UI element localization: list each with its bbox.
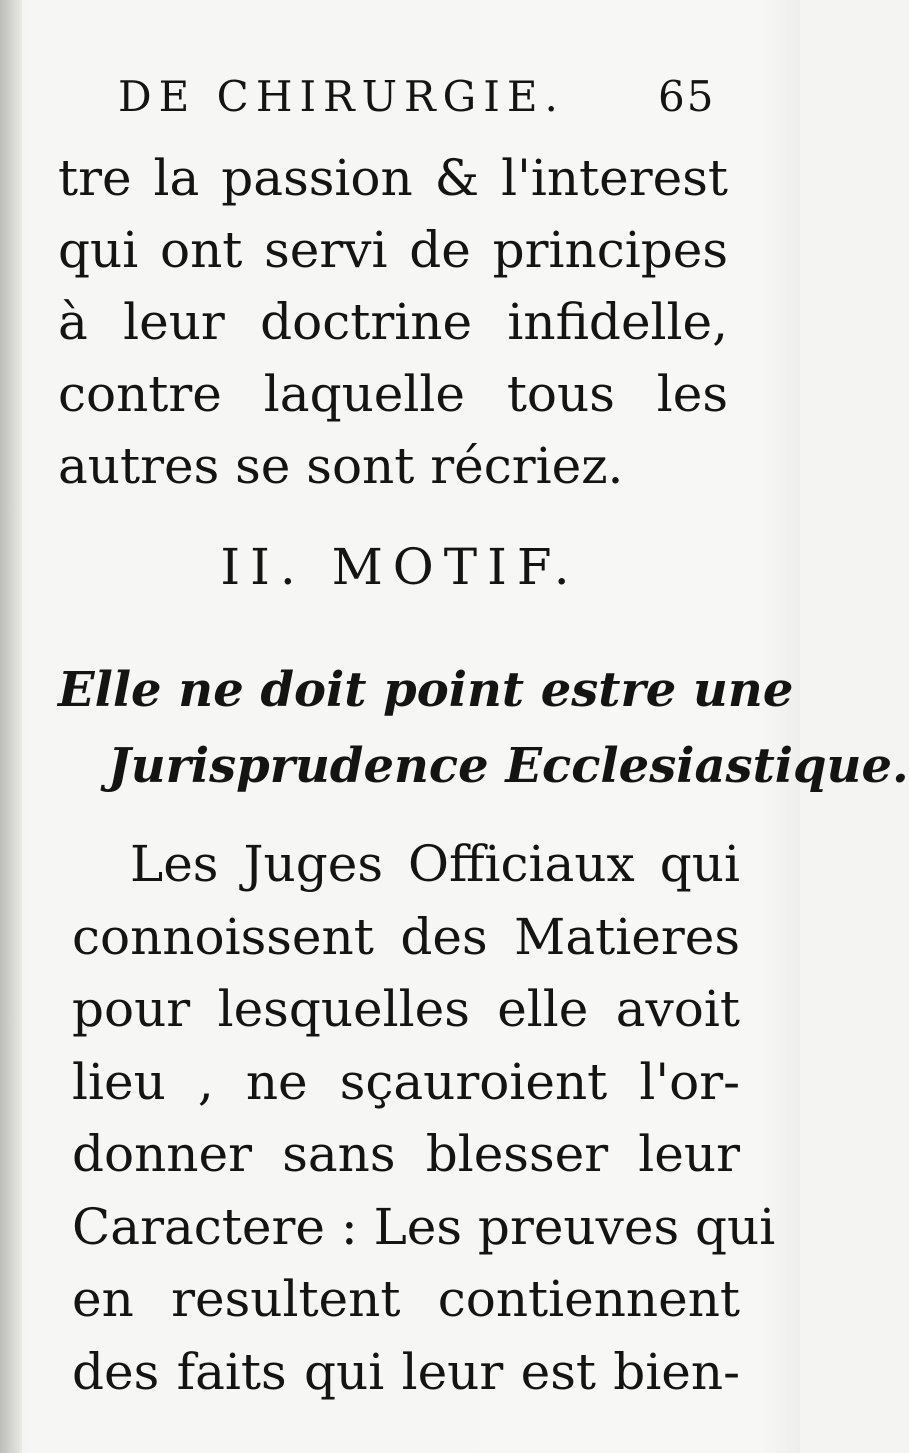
text-line: lieu , ne sçauroient l'or-	[72, 1052, 740, 1111]
paragraph-2	[72, 828, 776, 1408]
text-line: contre laquelle tous les	[58, 365, 728, 423]
section-heading: II. MOTIF.	[220, 538, 580, 596]
section-subtitle	[58, 652, 909, 804]
text-line: pour lesquelles elle avoit	[72, 980, 740, 1038]
text-line: qui ont servi de principes	[58, 221, 728, 279]
running-head-title: DE CHIRURGIE.	[118, 72, 565, 121]
text-line: donner sans blesser leur	[72, 1125, 740, 1183]
text-line: en resultent contiennent	[72, 1270, 740, 1328]
subtitle-line: Elle ne doit point estre une	[58, 662, 794, 718]
text-line: Caractere : Les preuves qui	[72, 1197, 776, 1256]
text-line: tre la passion & l'interest	[58, 149, 728, 207]
binding-shadow	[0, 0, 22, 1453]
text-line: à leur doctrine infidelle,	[58, 293, 728, 351]
text-line: des faits qui leur est bien-	[72, 1342, 740, 1401]
text-line: connoissent des Matieres	[72, 907, 740, 966]
text-line: autres se sont récriez.	[58, 437, 624, 495]
subtitle-line: Jurisprudence Ecclesiastique.	[108, 738, 909, 794]
page-number: 65	[658, 72, 716, 121]
text-line: Les Juges Officiaux qui	[130, 835, 740, 893]
paragraph-1	[58, 142, 728, 502]
running-head	[118, 72, 738, 121]
